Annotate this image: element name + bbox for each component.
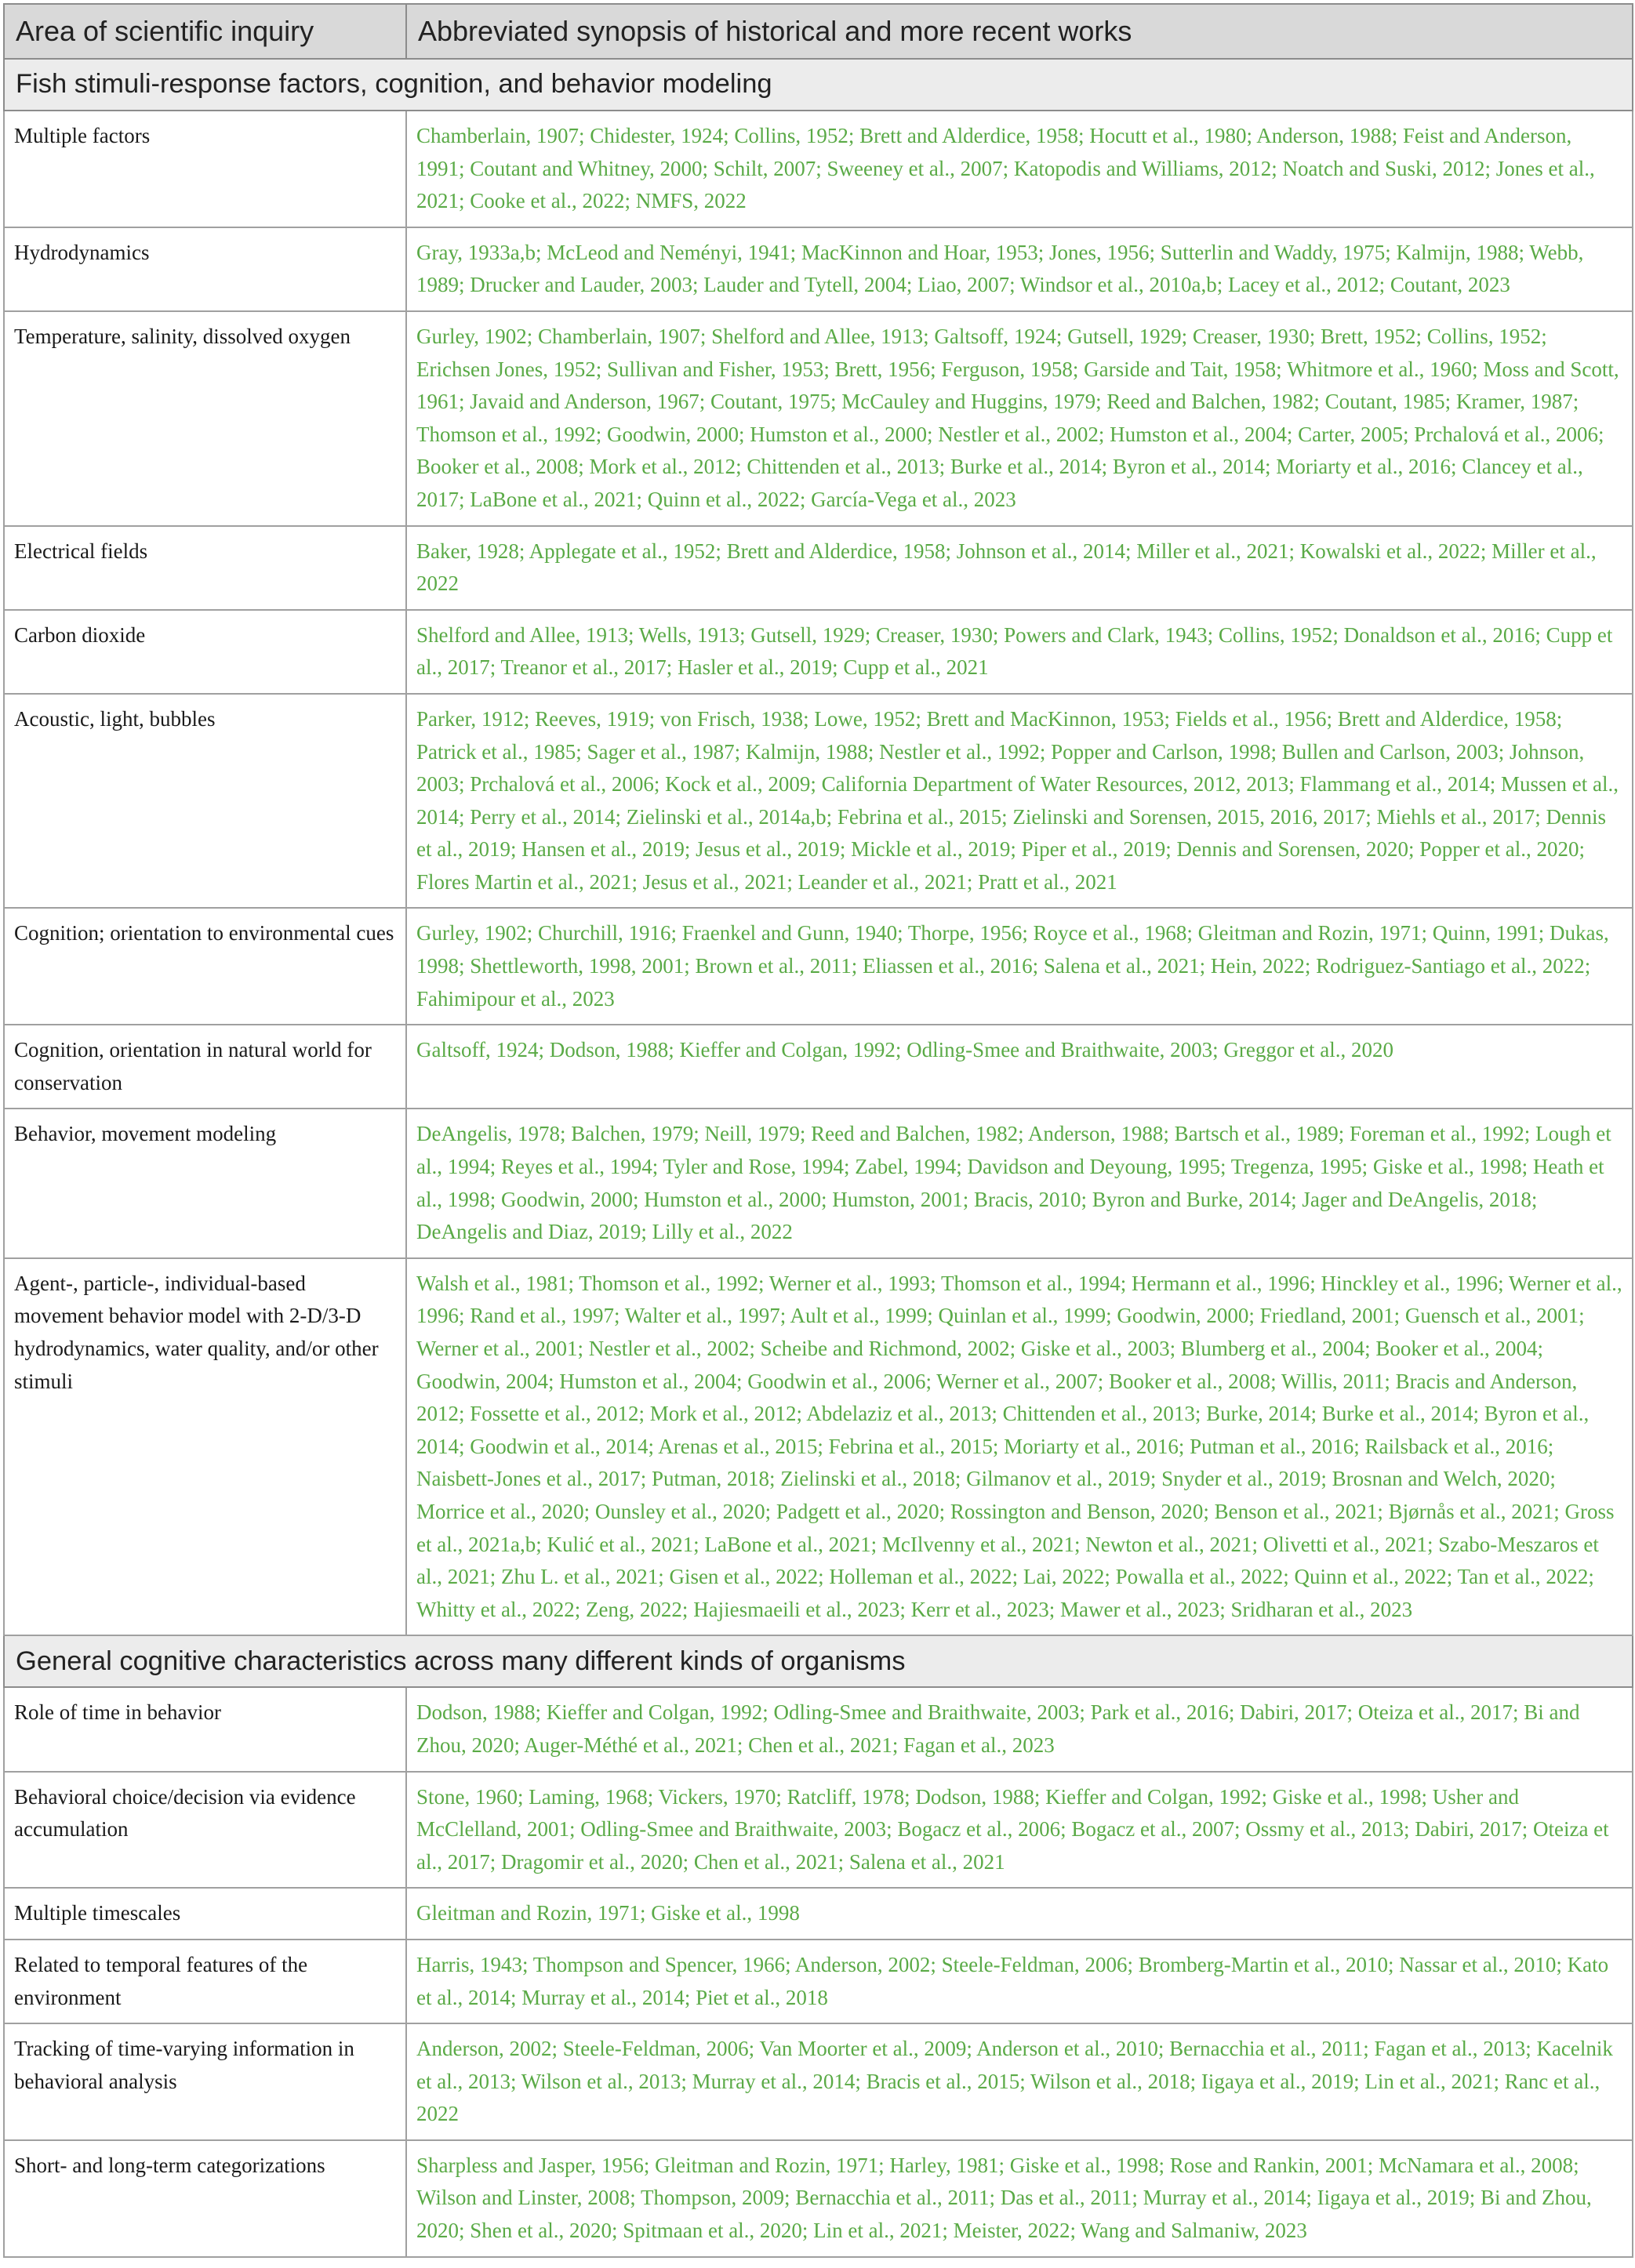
table-row bbox=[4, 1109, 1633, 1257]
area-cell: Carbon dioxide bbox=[4, 610, 406, 694]
references-cell[interactable]: Dodson, 1988; Kieffer and Colgan, 1992; Odling-Smee and Braithwaite, 2003; Park et al., 2016; Dabiri, 2017; Oteiza et al., 2017; Bi and Zhou, 2020; Auger-Méthé et al., 2021; Chen et al., 2021; Fagan et al., 2023 bbox=[406, 1687, 1633, 1771]
references-cell[interactable]: Anderson, 2002; Steele-Feldman, 2006; Van Moorter et al., 2009; Anderson et al., 2010; Bernacchia et al., 2011; Fagan et al., 2013; Kacelnik et al., 2013; Wilson et al., 2013; Murray et al., 2014; Bracis et al., 2015; Wilson et al., 2018; Iigaya et al., 2019; Lin et al., 2021; Ranc et al., 2022 bbox=[406, 2023, 1633, 2140]
area-cell: Cognition, orientation in natural world for conservation bbox=[4, 1025, 406, 1109]
table-row bbox=[4, 526, 1633, 610]
table-row bbox=[4, 2023, 1633, 2140]
references-cell[interactable]: Stone, 1960; Laming, 1968; Vickers, 1970; Ratcliff, 1978; Dodson, 1988; Kieffer and Colgan, 1992; Giske et al., 1998; Usher and McClelland, 2001; Odling-Smee and Braithwaite, 2003; Bogacz et al., 2006; Bogacz et al., 2007; Ossmy et al., 2013; Dabiri, 2017; Oteiza et al., 2017; Dragomir et al., 2020; Chen et al., 2021; Salena et al., 2021 bbox=[406, 1772, 1633, 1889]
area-cell: Short- and long-term categorizations bbox=[4, 2140, 406, 2257]
header-synopsis: Abbreviated synopsis of historical and more recent works bbox=[406, 4, 1633, 59]
references-cell[interactable]: Gurley, 1902; Churchill, 1916; Fraenkel and Gunn, 1940; Thorpe, 1956; Royce et al., 1968; Gleitman and Rozin, 1971; Quinn, 1991; Dukas, 1998; Shettleworth, 1998, 2001; Brown et al., 2011; Eliassen et al., 2016; Salena et al., 2021; Hein, 2022; Rodriguez-Santiago et al., 2022; Fahimipour et al., 2023 bbox=[406, 908, 1633, 1025]
references-cell[interactable]: Harris, 1943; Thompson and Spencer, 1966; Anderson, 2002; Steele-Feldman, 2006; Bromberg-Martin et al., 2010; Nassar et al., 2010; Kato et al., 2014; Murray et al., 2014; Piet et al., 2018 bbox=[406, 1940, 1633, 2023]
area-cell: Multiple factors bbox=[4, 111, 406, 227]
references-cell[interactable]: Sharpless and Jasper, 1956; Gleitman and Rozin, 1971; Harley, 1981; Giske et al., 1998; Rose and Rankin, 2001; McNamara et al., 2008; Wilson and Linster, 2008; Thompson, 2009; Bernacchia et al., 2011; Das et al., 2011; Murray et al., 2014; Iigaya et al., 2019; Bi and Zhou, 2020; Shen et al., 2020; Spitmaan et al., 2020; Lin et al., 2021; Meister, 2022; Wang and Salmaniw, 2023 bbox=[406, 2140, 1633, 2257]
area-cell: Acoustic, light, bubbles bbox=[4, 694, 406, 909]
header-area: Area of scientific inquiry bbox=[4, 4, 406, 59]
table-row bbox=[4, 1888, 1633, 1940]
area-cell: Role of time in behavior bbox=[4, 1687, 406, 1771]
references-cell[interactable]: Shelford and Allee, 1913; Wells, 1913; Gutsell, 1929; Creaser, 1930; Powers and Clark, 1943; Collins, 1952; Donaldson et al., 2016; Cupp et al., 2017; Treanor et al., 2017; Hasler et al., 2019; Cupp et al., 2021 bbox=[406, 610, 1633, 694]
table-row bbox=[4, 1772, 1633, 1889]
table-body bbox=[4, 59, 1633, 2257]
section-header-row bbox=[4, 1635, 1633, 1687]
area-cell: Related to temporal features of the environment bbox=[4, 1940, 406, 2023]
area-cell: Behavioral choice/decision via evidence accumulation bbox=[4, 1772, 406, 1889]
literature-table-container bbox=[3, 3, 1632, 2258]
references-cell[interactable]: Gleitman and Rozin, 1971; Giske et al., 1998 bbox=[406, 1888, 1633, 1940]
table-row bbox=[4, 610, 1633, 694]
table-row bbox=[4, 1258, 1633, 1636]
area-cell: Electrical fields bbox=[4, 526, 406, 610]
references-cell[interactable]: Chamberlain, 1907; Chidester, 1924; Collins, 1952; Brett and Alderdice, 1958; Hocutt et al., 1980; Anderson, 1988; Feist and Anderson, 1991; Coutant and Whitney, 2000; Schilt, 2007; Sweeney et al., 2007; Katopodis and Williams, 2012; Noatch and Suski, 2012; Jones et al., 2021; Cooke et al., 2022; NMFS, 2022 bbox=[406, 111, 1633, 227]
references-cell[interactable]: Galtsoff, 1924; Dodson, 1988; Kieffer and Colgan, 1992; Odling-Smee and Braithwaite, 2003; Greggor et al., 2020 bbox=[406, 1025, 1633, 1109]
table-row bbox=[4, 2140, 1633, 2257]
section-title: Fish stimuli-response factors, cognition, and behavior modeling bbox=[4, 59, 1633, 111]
table-row bbox=[4, 227, 1633, 311]
area-cell: Tracking of time-varying information in behavioral analysis bbox=[4, 2023, 406, 2140]
references-cell[interactable]: DeAngelis, 1978; Balchen, 1979; Neill, 1979; Reed and Balchen, 1982; Anderson, 1988; Bartsch et al., 1989; Foreman et al., 1992; Lough et al., 1994; Reyes et al., 1994; Tyler and Rose, 1994; Zabel, 1994; Davidson and Deyoung, 1995; Tregenza, 1995; Giske et al., 1998; Heath et al., 1998; Goodwin, 2000; Humston et al., 2000; Humston, 2001; Bracis, 2010; Byron and Burke, 2014; Jager and DeAngelis, 2018; DeAngelis and Diaz, 2019; Lilly et al., 2022 bbox=[406, 1109, 1633, 1257]
table-row bbox=[4, 694, 1633, 909]
area-cell: Agent-, particle-, individual-based movement behavior model with 2-D/3-D hydrodynamics, water quality, and/or other stimuli bbox=[4, 1258, 406, 1636]
area-cell: Cognition; orientation to environmental cues bbox=[4, 908, 406, 1025]
area-cell: Hydrodynamics bbox=[4, 227, 406, 311]
table-row bbox=[4, 1687, 1633, 1771]
area-cell: Temperature, salinity, dissolved oxygen bbox=[4, 311, 406, 526]
section-header-row bbox=[4, 59, 1633, 111]
references-cell[interactable]: Parker, 1912; Reeves, 1919; von Frisch, 1938; Lowe, 1952; Brett and MacKinnon, 1953; Fields et al., 1956; Brett and Alderdice, 1958; Patrick et al., 1985; Sager et al., 1987; Kalmijn, 1988; Nestler et al., 1992; Popper and Carlson, 1998; Bullen and Carlson, 2003; Johnson, 2003; Prchalová et al., 2006; Kock et al., 2009; California Department of Water Resources, 2012, 2013; Flammang et al., 2014; Mussen et al., 2014; Perry et al., 2014; Zielinski et al., 2014a,b; Febrina et al., 2015; Zielinski and Sorensen, 2015, 2016, 2017; Miehls et al., 2017; Dennis et al., 2019; Hansen et al., 2019; Jesus et al., 2019; Mickle et al., 2019; Piper et al., 2019; Dennis and Sorensen, 2020; Popper et al., 2020; Flores Martin et al., 2021; Jesus et al., 2021; Leander et al., 2021; Pratt et al., 2021 bbox=[406, 694, 1633, 909]
table-row bbox=[4, 311, 1633, 526]
area-cell: Multiple timescales bbox=[4, 1888, 406, 1940]
references-cell[interactable]: Gurley, 1902; Chamberlain, 1907; Shelford and Allee, 1913; Galtsoff, 1924; Gutsell, 1929; Creaser, 1930; Brett, 1952; Collins, 1952; Erichsen Jones, 1952; Sullivan and Fisher, 1953; Brett, 1956; Ferguson, 1958; Garside and Tait, 1958; Whitmore et al., 1960; Moss and Scott, 1961; Javaid and Anderson, 1967; Coutant, 1975; McCauley and Huggins, 1979; Reed and Balchen, 1982; Coutant, 1985; Kramer, 1987; Thomson et al., 1992; Goodwin, 2000; Humston et al., 2000; Nestler et al., 2002; Humston et al., 2004; Carter, 2005; Prchalová et al., 2006; Booker et al., 2008; Mork et al., 2012; Chittenden et al., 2013; Burke et al., 2014; Byron et al., 2014; Moriarty et al., 2016; Clancey et al., 2017; LaBone et al., 2021; Quinn et al., 2022; García-Vega et al., 2023 bbox=[406, 311, 1633, 526]
table-row bbox=[4, 908, 1633, 1025]
table-row bbox=[4, 111, 1633, 227]
table-row bbox=[4, 1940, 1633, 2023]
table-row bbox=[4, 1025, 1633, 1109]
literature-table bbox=[3, 3, 1633, 2258]
header-row bbox=[4, 4, 1633, 59]
references-cell[interactable]: Gray, 1933a,b; McLeod and Neményi, 1941; MacKinnon and Hoar, 1953; Jones, 1956; Sutterlin and Waddy, 1975; Kalmijn, 1988; Webb, 1989; Drucker and Lauder, 2003; Lauder and Tytell, 2004; Liao, 2007; Windsor et al., 2010a,b; Lacey et al., 2012; Coutant, 2023 bbox=[406, 227, 1633, 311]
area-cell: Behavior, movement modeling bbox=[4, 1109, 406, 1257]
section-title: General cognitive characteristics across many different kinds of organisms bbox=[4, 1635, 1633, 1687]
references-cell[interactable]: Walsh et al., 1981; Thomson et al., 1992; Werner et al., 1993; Thomson et al., 1994; Hermann et al., 1996; Hinckley et al., 1996; Werner et al., 1996; Rand et al., 1997; Walter et al., 1997; Ault et al., 1999; Quinlan et al., 1999; Goodwin, 2000; Friedland, 2001; Guensch et al., 2001; Werner et al., 2001; Nestler et al., 2002; Scheibe and Richmond, 2002; Giske et al., 2003; Blumberg et al., 2004; Booker et al., 2004; Goodwin, 2004; Humston et al., 2004; Goodwin et al., 2006; Werner et al., 2007; Booker et al., 2008; Willis, 2011; Bracis and Anderson, 2012; Fossette et al., 2012; Mork et al., 2012; Abdelaziz et al., 2013; Chittenden et al., 2013; Burke, 2014; Burke et al., 2014; Byron et al., 2014; Goodwin et al., 2014; Arenas et al., 2015; Febrina et al., 2015; Moriarty et al., 2016; Putman et al., 2016; Railsback et al., 2016; Naisbett-Jones et al., 2017; Putman, 2018; Zielinski et al., 2018; Gilmanov et al., 2019; Snyder et al., 2019; Brosnan and Welch, 2020; Morrice et al., 2020; Ounsley et al., 2020; Padgett et al., 2020; Rossington and Benson, 2020; Benson et al., 2021; Bjørnås et al., 2021; Gross et al., 2021a,b; Kulić et al., 2021; LaBone et al., 2021; McIlvenny et al., 2021; Newton et al., 2021; Olivetti et al., 2021; Szabo-Meszaros et al., 2021; Zhu L. et al., 2021; Gisen et al., 2022; Holleman et al., 2022; Lai, 2022; Powalla et al., 2022; Quinn et al., 2022; Tan et al., 2022; Whitty et al., 2022; Zeng, 2022; Hajiesmaeili et al., 2023; Kerr et al., 2023; Mawer et al., 2023; Sridharan et al., 2023 bbox=[406, 1258, 1633, 1636]
references-cell[interactable]: Baker, 1928; Applegate et al., 1952; Brett and Alderdice, 1958; Johnson et al., 2014; Miller et al., 2021; Kowalski et al., 2022; Miller et al., 2022 bbox=[406, 526, 1633, 610]
